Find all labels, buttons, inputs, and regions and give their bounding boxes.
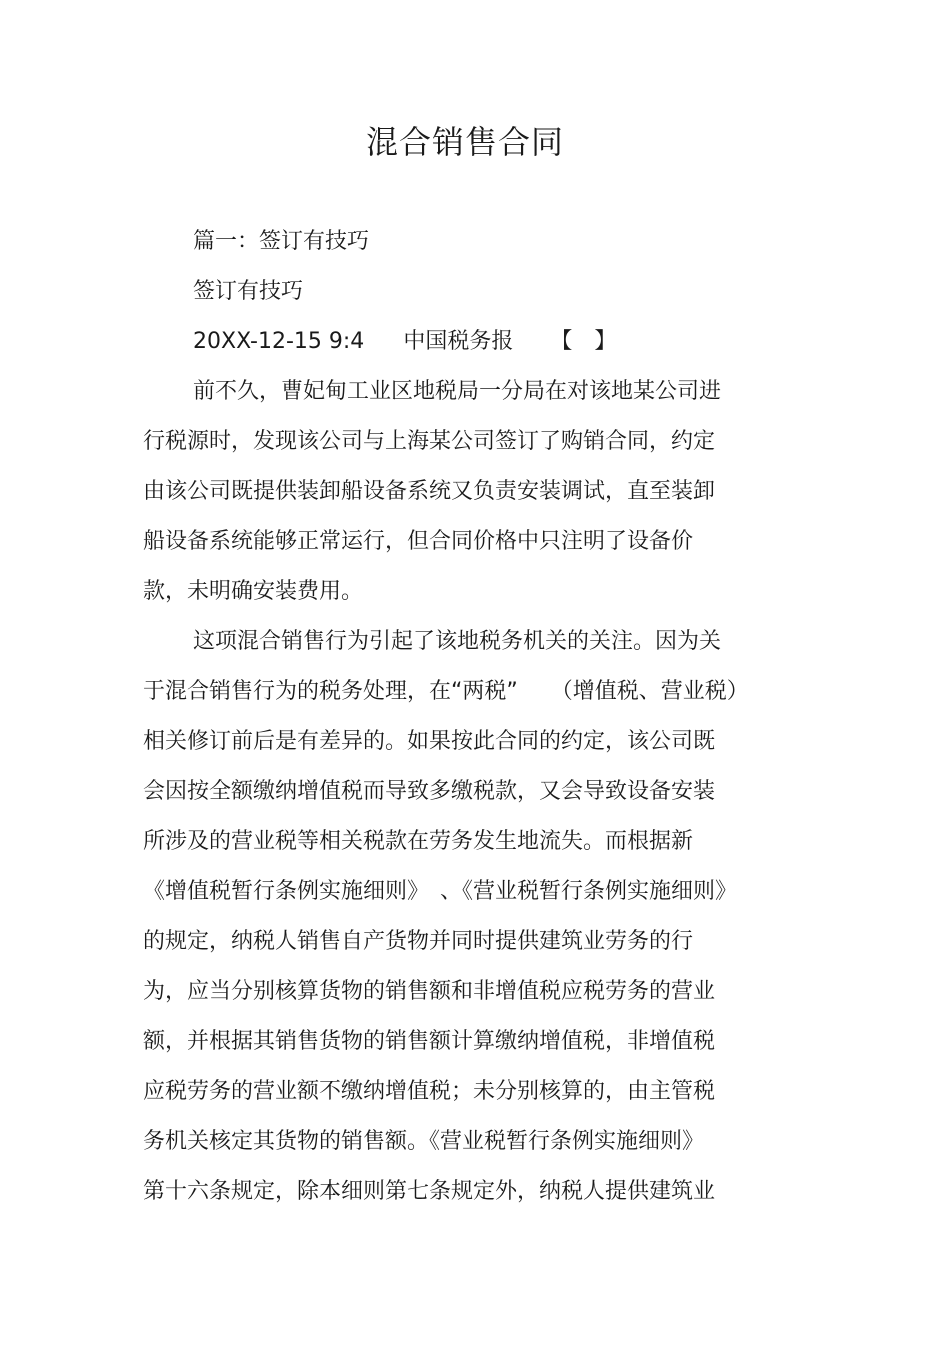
paragraph-line: 《增值税暂行条例实施细则》 、《营业税暂行条例实施细则》	[143, 879, 738, 904]
paragraph-line: 于混合销售行为的税务处理，在“两税” （增值税、营业税）	[143, 679, 749, 704]
section-heading: 篇一：签订有技巧	[193, 229, 370, 254]
bracket-placeholder: 【 】	[550, 329, 617, 354]
paragraph-line: 应税劳务的营业额不缴纳增值税；未分别核算的，由主管税	[143, 1079, 716, 1104]
paragraph-line: 相关修订前后是有差异的。如果按此合同的约定，该公司既	[143, 729, 716, 754]
paragraph-line: 额，并根据其销售货物的销售额计算缴纳增值税，非增值税	[143, 1029, 716, 1054]
publish-date: 20XX-12-15 9:4	[193, 329, 365, 354]
publication-source: 中国税务报	[403, 329, 514, 354]
paragraph-line: 由该公司既提供装卸船设备系统又负责安装调试，直至装卸	[143, 479, 716, 504]
paragraph-line: 所涉及的营业税等相关税款在劳务发生地流失。而根据新	[143, 829, 694, 854]
paragraph-line: 的规定，纳税人销售自产货物并同时提供建筑业劳务的行	[143, 929, 694, 954]
paragraph-line: 务机关核定其货物的销售额。《营业税暂行条例实施细则》	[143, 1129, 705, 1154]
paragraph-line: 第十六条规定，除本细则第七条规定外，纳税人提供建筑业	[143, 1179, 716, 1204]
document-title: 混合销售合同	[365, 123, 564, 161]
subtitle: 签订有技巧	[193, 279, 304, 304]
paragraph-line: 款，未明确安装费用。	[143, 579, 364, 604]
paragraph-line: 船设备系统能够正常运行，但合同价格中只注明了设备价	[143, 529, 694, 554]
paragraph-line: 前不久，曹妃甸工业区地税局一分局在对该地某公司进	[193, 379, 722, 404]
paragraph-line: 这项混合销售行为引起了该地税务机关的关注。因为关	[193, 629, 722, 654]
paragraph-line: 会因按全额缴纳增值税而导致多缴税款，又会导致设备安装	[143, 779, 716, 804]
paragraph-line: 行税源时，发现该公司与上海某公司签订了购销合同，约定	[143, 429, 716, 454]
dateline	[193, 327, 616, 357]
paragraph-line: 为，应当分别核算货物的销售额和非增值税应税劳务的营业	[143, 979, 716, 1004]
